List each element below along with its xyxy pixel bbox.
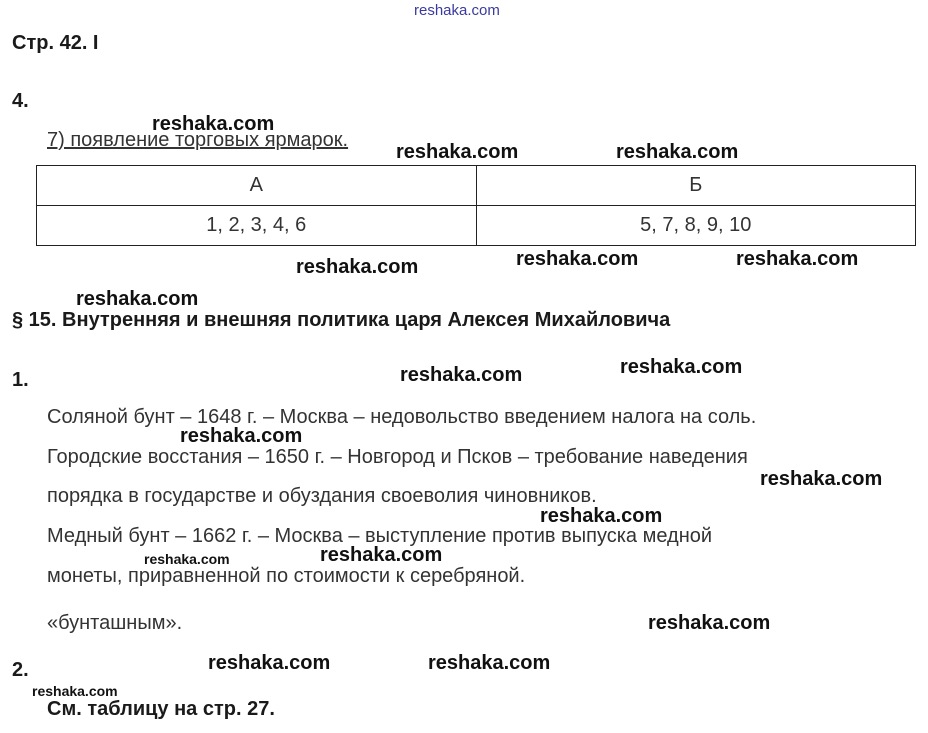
task-1-number: 1.	[12, 369, 29, 391]
watermark: reshaka.com	[620, 356, 743, 378]
answer-table	[36, 165, 916, 246]
watermark-small: reshaka.com	[32, 683, 118, 699]
task-1-line-3: порядка в государстве и обуздания своеволия чиновников.	[47, 485, 597, 507]
task-4-line: 7) появление торговых ярмарок.	[47, 129, 349, 151]
table-header-row	[37, 166, 916, 206]
section-title: § 15. Внутренняя и внешняя политика царя Алексея Михайловича	[12, 309, 671, 331]
watermark: reshaka.com	[396, 141, 519, 163]
task-1-line-4: Медный бунт – 1662 г. – Москва – выступление против выпуска медной	[47, 525, 713, 547]
task-2-text: См. таблицу на стр. 27.	[47, 698, 275, 720]
watermark: reshaka.com	[648, 612, 771, 634]
watermark: reshaka.com	[208, 652, 331, 674]
watermark: reshaka.com	[180, 425, 303, 447]
table-row	[37, 206, 916, 246]
watermark: reshaka.com	[736, 248, 859, 270]
watermark-small: reshaka.com	[144, 551, 230, 567]
task-1-line-5: монеты, приравненной по стоимости к серебряной.	[47, 565, 526, 587]
watermark: reshaka.com	[76, 288, 199, 310]
table-cell-b: 5, 7, 8, 9, 10	[476, 206, 916, 246]
table-header-cell-a: А	[37, 166, 477, 206]
task-4-number: 4.	[12, 90, 29, 112]
watermark: reshaka.com	[760, 468, 883, 490]
watermark-top: reshaka.com	[414, 2, 500, 19]
watermark: reshaka.com	[616, 141, 739, 163]
watermark: reshaka.com	[320, 544, 443, 566]
table-header-cell-b: Б	[476, 166, 916, 206]
page-reference: Стр. 42. I	[12, 32, 99, 54]
watermark: reshaka.com	[516, 248, 639, 270]
watermark: reshaka.com	[152, 113, 275, 135]
watermark: reshaka.com	[400, 364, 523, 386]
task-1-line-6: «бунташным».	[47, 612, 183, 634]
task-1-line-2: Городские восстания – 1650 г. – Новгород и Псков – требование наведения	[47, 446, 748, 468]
task-1-line-1: Соляной бунт – 1648 г. – Москва – недовольство введением налога на соль.	[47, 406, 757, 428]
watermark: reshaka.com	[296, 256, 419, 278]
watermark: reshaka.com	[428, 652, 551, 674]
table-cell-a: 1, 2, 3, 4, 6	[37, 206, 477, 246]
watermark: reshaka.com	[540, 505, 663, 527]
task-2-number: 2.	[12, 659, 29, 681]
